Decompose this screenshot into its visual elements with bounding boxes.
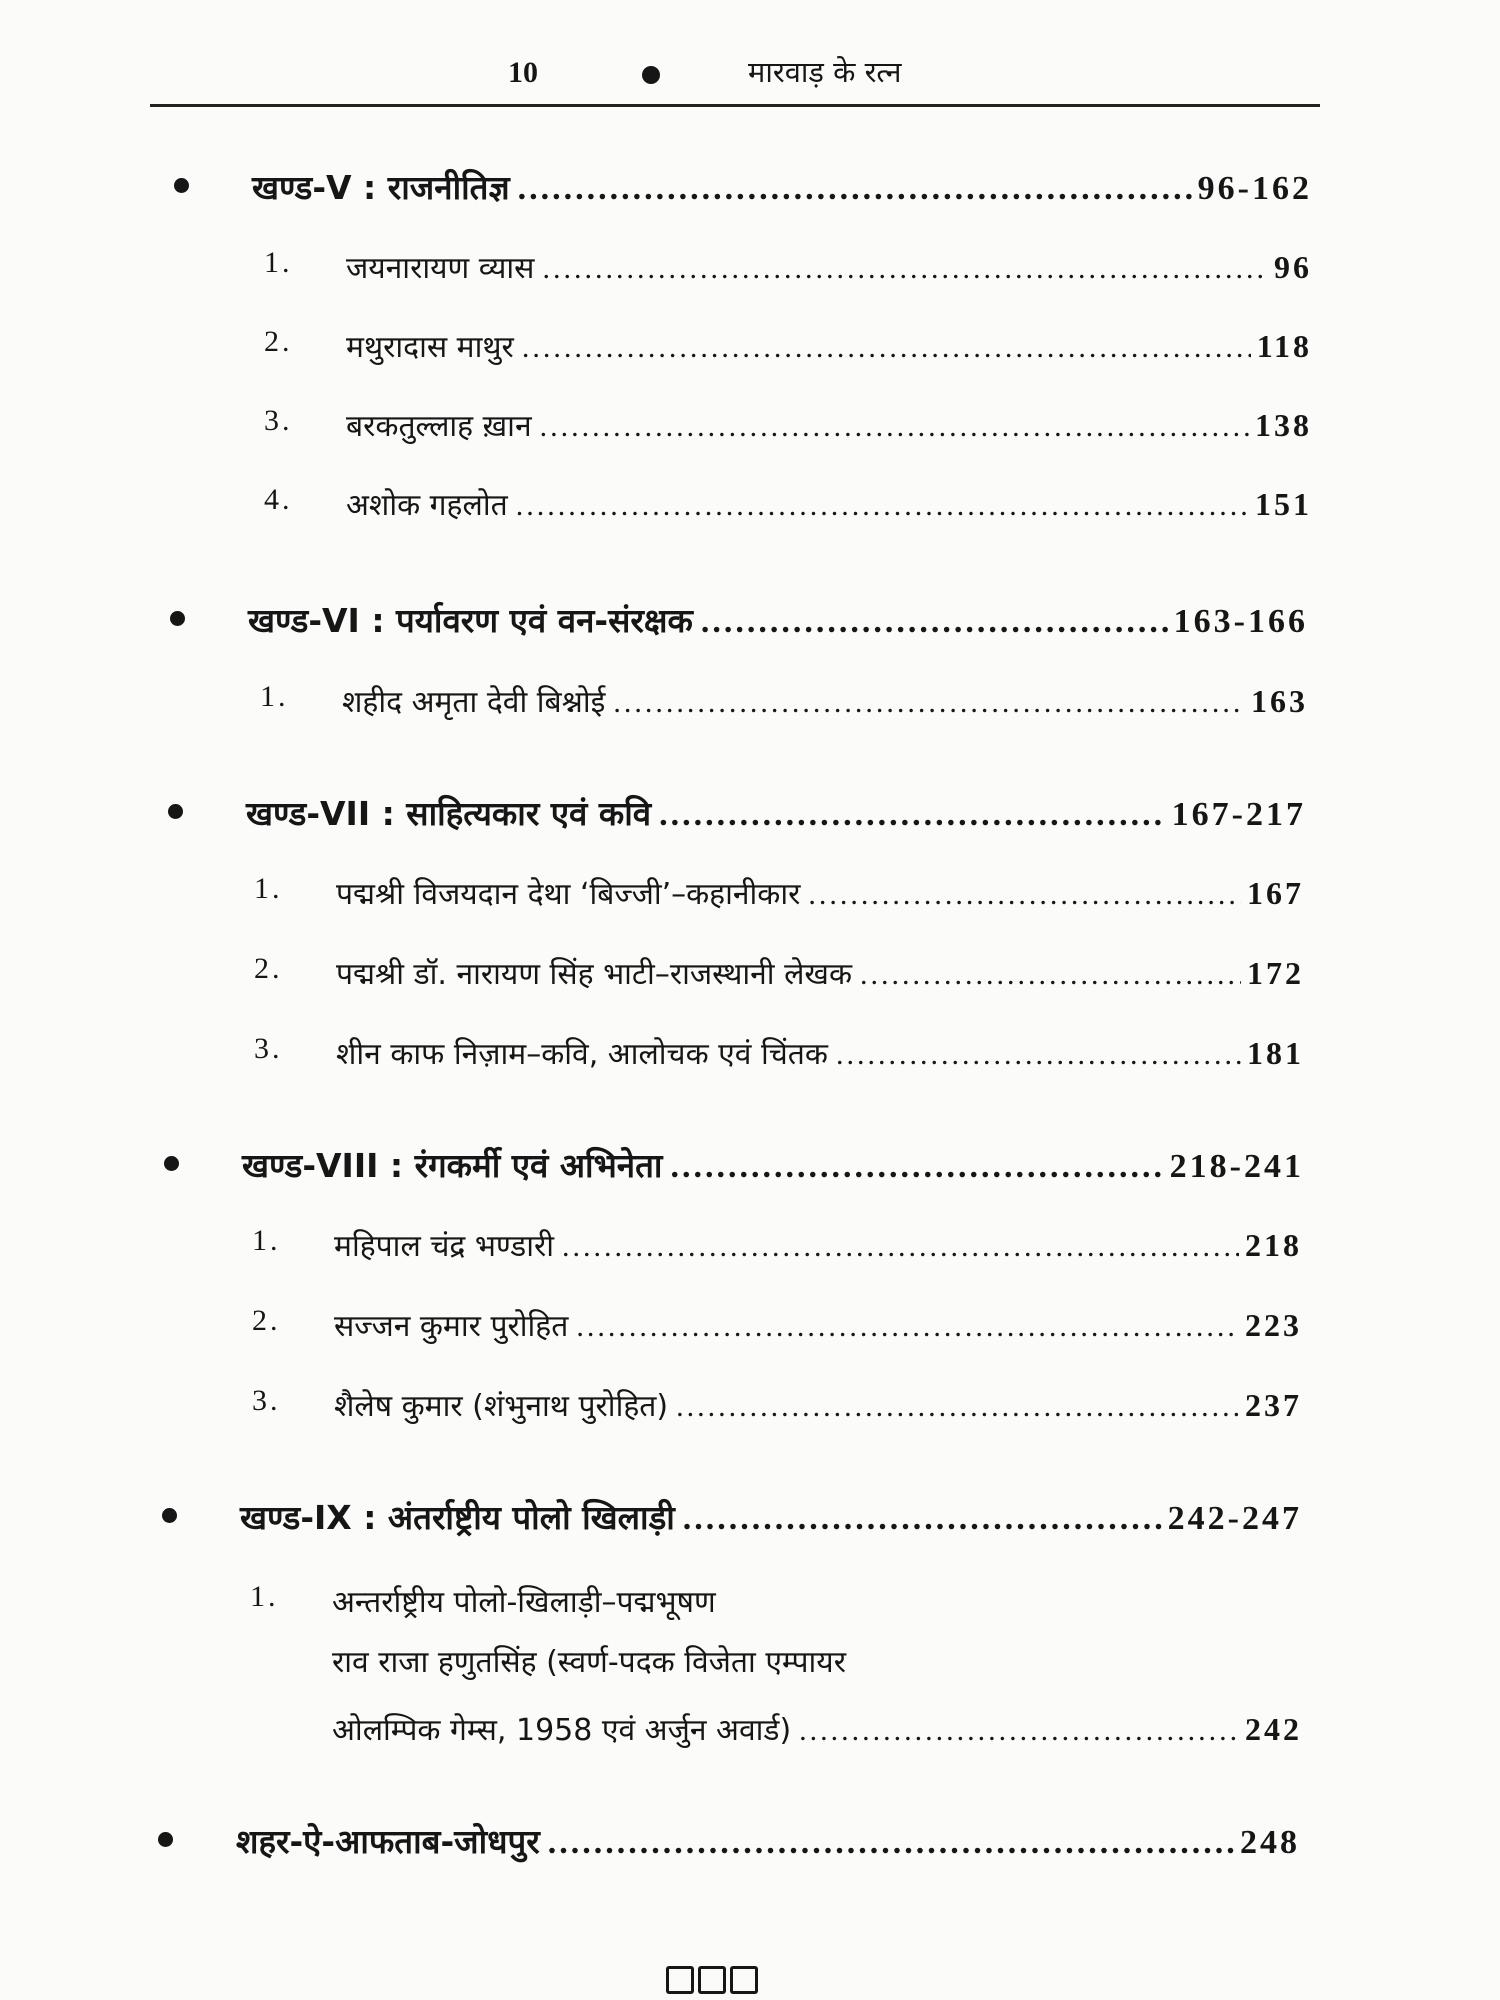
section-bullet-icon: [164, 1156, 179, 1171]
entry-title: मथुरादास माथुर: [346, 330, 514, 365]
section-title: शहर-ऐ-आफताब-जोधपुर: [236, 1822, 540, 1861]
section-heading: [240, 1494, 1302, 1539]
dot-leader: [516, 489, 1249, 523]
entry-title: अशोक गहलोत: [346, 488, 508, 523]
entry-number: 3.: [252, 1384, 281, 1417]
page-number: 10: [508, 56, 538, 89]
dot-leader: [562, 1230, 1239, 1264]
entry-page: 163: [1251, 683, 1308, 719]
entry-title: सज्जन कुमार पुरोहित: [334, 1309, 569, 1344]
section-bullet-icon: [170, 611, 185, 626]
square-icon: [666, 1966, 694, 1994]
section-page-range: 167-217: [1171, 796, 1306, 833]
entry-title: जयनारायण व्यास: [346, 251, 535, 286]
entry-number: 1.: [250, 1580, 279, 1613]
section-page-range: 96-162: [1197, 170, 1312, 207]
entry-number: 1.: [252, 1224, 281, 1257]
entry-page: 223: [1245, 1307, 1302, 1343]
toc-entry: [254, 1032, 1304, 1073]
entry-page: 242: [1245, 1711, 1302, 1747]
toc-entry: [254, 872, 1304, 913]
section-title: खण्ड-V : राजनीतिज्ञ: [252, 168, 510, 207]
dot-leader: [518, 170, 1192, 208]
entry-number: 2.: [252, 1304, 281, 1337]
toc-entry: [260, 680, 1308, 721]
dot-leader: [799, 1714, 1239, 1748]
header-bullet-icon: [642, 66, 660, 84]
entry-page: 96: [1274, 249, 1312, 285]
end-mark: [666, 1966, 758, 1994]
section-bullet-icon: [162, 1508, 177, 1523]
section-page-range: 242-247: [1167, 1500, 1302, 1537]
section-page-range: 163-166: [1173, 603, 1308, 640]
entry-number: 4.: [264, 483, 293, 516]
header-rule: [150, 104, 1320, 107]
entry-number: 1.: [254, 872, 283, 905]
entry-title: पद्मश्री डॉ. नारायण सिंह भाटी–राजस्थानी लेखक: [336, 957, 853, 992]
section-bullet-icon: [174, 178, 189, 193]
entry-page: 172: [1247, 955, 1304, 991]
entry-number: 2.: [264, 325, 293, 358]
entry-title: शीन काफ निज़ाम–कवि, आलोचक एवं चिंतक: [336, 1037, 828, 1072]
toc-entry: [264, 483, 1312, 524]
section-bullet-icon: [158, 1832, 173, 1847]
dot-leader: [701, 603, 1168, 641]
entry-page: 167: [1247, 875, 1304, 911]
section-heading: [246, 790, 1306, 835]
toc-entry: [252, 1304, 1302, 1345]
toc-entry-line: [332, 1640, 846, 1681]
dot-leader: [542, 252, 1268, 286]
entry-number: 3.: [254, 1032, 283, 1065]
section-heading: [248, 597, 1308, 642]
toc-entry: [254, 952, 1304, 993]
entry-title: पद्मश्री विजयदान देथा ‘बिज्जी’–कहानीकार: [336, 877, 801, 912]
toc-entry: [264, 246, 1312, 287]
entry-title-line: अन्तर्राष्ट्रीय पोलो-खिलाड़ी–पद्मभूषण: [332, 1585, 716, 1620]
section-title: खण्ड-VI : पर्यावरण एवं वन-संरक्षक: [248, 601, 693, 640]
entry-number: 1.: [264, 246, 293, 279]
entry-number: 2.: [254, 952, 283, 985]
entry-title: शहीद अमृता देवी बिश्नोई: [342, 685, 606, 720]
section-heading: [242, 1142, 1304, 1187]
dot-leader: [540, 410, 1249, 444]
dot-leader: [860, 958, 1241, 992]
toc-entry: [264, 325, 1312, 366]
section-title: खण्ड-VIII : रंगकर्मी एवं अभिनेता: [242, 1146, 663, 1185]
section-heading: [252, 164, 1312, 209]
toc-entry: [252, 1384, 1302, 1425]
dot-leader: [548, 1824, 1234, 1862]
dot-leader: [576, 1310, 1239, 1344]
section-heading: [236, 1818, 1300, 1863]
book-title: मारवाड़ के रत्न: [748, 55, 902, 89]
entry-number: 3.: [264, 404, 293, 437]
dot-leader: [613, 686, 1245, 720]
dot-leader: [659, 796, 1166, 834]
section-page-range: 248: [1240, 1824, 1300, 1861]
running-header: [150, 52, 1320, 102]
toc-entry: [264, 404, 1312, 445]
section-page-range: 218-241: [1169, 1148, 1304, 1185]
entry-title: बरकतुल्लाह ख़ान: [346, 409, 532, 444]
dot-leader: [808, 878, 1241, 912]
entry-page: 181: [1247, 1035, 1304, 1071]
dot-leader: [522, 331, 1251, 365]
section-title: खण्ड-VII : साहित्यकार एवं कवि: [246, 794, 652, 833]
entry-title: महिपाल चंद्र भण्डारी: [334, 1229, 555, 1264]
dot-leader: [670, 1148, 1163, 1186]
entry-page: 151: [1255, 486, 1312, 522]
section-title: खण्ड-IX : अंतर्राष्ट्रीय पोलो खिलाड़ी: [240, 1498, 675, 1537]
entry-page: 138: [1255, 407, 1312, 443]
entry-title-line: राव राजा हणुतसिंह (स्वर्ण-पदक विजेता एम्पायर: [332, 1645, 846, 1680]
entry-title: शैलेष कुमार (शंभुनाथ पुरोहित): [334, 1389, 669, 1424]
entry-page: 237: [1245, 1387, 1302, 1423]
dot-leader: [683, 1500, 1162, 1538]
entry-title-line: ओलम्पिक गेम्स, 1958 एवं अर्जुन अवार्ड): [332, 1713, 792, 1748]
toc-entry-line: [250, 1580, 716, 1621]
entry-number: 1.: [260, 680, 289, 713]
square-icon: [698, 1966, 726, 1994]
section-bullet-icon: [168, 804, 183, 819]
entry-page: 118: [1256, 328, 1312, 364]
dot-leader: [676, 1390, 1239, 1424]
toc-entry: [252, 1224, 1302, 1265]
toc-entry: [332, 1708, 1302, 1749]
entry-page: 218: [1245, 1227, 1302, 1263]
square-icon: [730, 1966, 758, 1994]
dot-leader: [836, 1038, 1241, 1072]
